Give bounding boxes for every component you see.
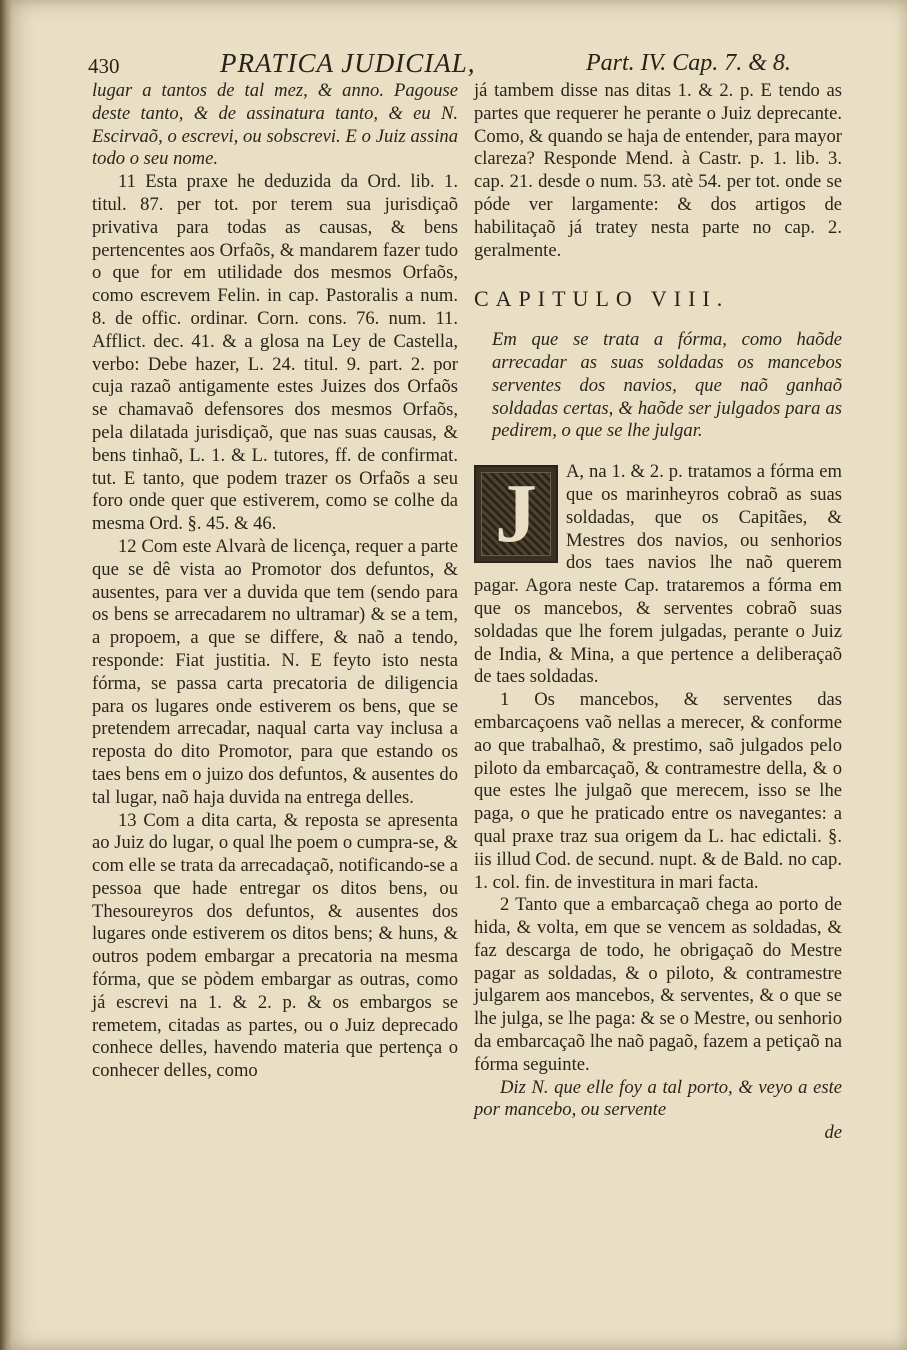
catchword: de xyxy=(824,1122,842,1144)
running-title: PRATICA JUDICIAL, xyxy=(220,48,476,78)
right-column xyxy=(474,80,842,1145)
numbered-paragraph: 2 Tanto que a embarcaçaõ chega ao porto de hida, & volta, em que se vencem as soldadas, & faz descarga de todo, he obrigaçaõ do Mestre pagar as soldadas, & o piloto, & contramestre julgarem aos mancebos, & serventes, & o que se lhe julga, se lhe paga: & se o Mestre, ou senhorio da embarcaçaõ lhe naõ pagaõ, fazem a petiçaõ na fórma seguinte. xyxy=(474,894,842,1075)
left-paragraph: 11 Esta praxe he deduzida da Ord. lib. 1. titul. 87. per tot. por terem sua jurisdiçaõ privativa para todas as causas, & bens pertencentes aos Orfaõs, & mandarem fazer tudo o que for em utilidade dos mesmos Orfaõs, como escrevem Felin. in cap. Pastoralis a num. 8. de offic. ordinar. Corn. cons. 76. num. 11. Afflict. dec. 41. & a glosa na Ley de Castella, verbo: Debe hazer, L. 24. titul. 9. part. 2. por cuja razaõ antigamente estes Juizes dos Orfaõs se chamavaõ defensores dos mesmos Orfaõs, pela dilatada jurisdiçaõ, que nas suas causas, & bens tinhaõ, L. 1. & L. tutores, ff. de confirmat. tut. E tanto, que podem trazer os Orfaõs a seu foro onde quer que estiverem, como se colhe da mesma Ord. §. 45. & 46. xyxy=(92,171,458,535)
chapter-summary: Em que se trata a fórma, como haõde arrecadar as suas soldadas os mancebos serventes dos navios, que naõ ganhaõ soldadas certas, & haõde ser julgados para as pedirem, o que se lhe julgar. xyxy=(492,329,842,442)
book-gutter xyxy=(0,0,12,1350)
ornamental-initial xyxy=(474,465,558,563)
left-paragraph: 13 Com a dita carta, & reposta se apresenta ao Juiz do lugar, o qual lhe poem o cumpra-se, & com elle se trata da arrecadaçaõ, notificando-se a pessoa que hade entregar os ditos bens, ou Thesoureyros dos defuntos, & ausentes dos lugares onde estiverem os ditos bens; & huns, & outros podem embargar a precatoria na mesma fórma, que se pòdem embargar as outras, como já escrevi na 1. & 2. p. & os embargos se remetem, citadas as partes, ou o Juiz deprecado conhece delles, havendo materia que pertença o conhecer delles, como xyxy=(92,809,458,1082)
page-number: 430 xyxy=(88,54,120,78)
left-paragraph: 12 Com este Alvarà de licença, requer a parte que se dê vista ao Promotor dos defuntos, & ausentes, para ver a duvida que tem (sendo para os bens se arrecadarem no ultramar) & se a tem, a propoem, a que se differe, & naõ a tendo, responde: Fiat justitia. N. E feyto isto nesta fórma, se passa carta precatoria de diligencia para os lugares onde estiverem os bens, que se pretendem arrecadar, naqual carta vay inclusa a reposta do dito Promotor, para que estando os taes bens em o juizo dos defuntos, & ausentes do tal lugar, naõ haja duvida na entrega delles. xyxy=(92,535,458,808)
left-paragraph: lugar a tantos de tal mez, & anno. Pagouse deste tanto, & de assinatura tanto, & eu N. Escirvaõ, o escrevi, ou sobscrevi. E o Juiz assina todo o seu nome. xyxy=(92,80,458,170)
left-column xyxy=(92,80,458,1083)
chapter-heading: CAPITULO VIII. xyxy=(474,286,730,312)
part-chapter-reference: Part. IV. Cap. 7. & 8. xyxy=(586,50,791,76)
petition-text: Diz N. que elle foy a tal porto, & veyo a este por mancebo, ou servente xyxy=(474,1076,842,1121)
running-header xyxy=(88,48,848,84)
numbered-paragraph: 1 Os mancebos, & serventes das embarcaçoens vaõ nellas a merecer, & conforme ao que trabalhaõ, & prestimo, saõ julgados pelo piloto da embarcaçaõ, & contramestre della, & o que estes lhe julgaõ que merecem, isso se lhe paga, o que he praticado entre os navegantes: a qual praxe traz sua origem da L. hac edictali. §. iis illud Cod. de secund. nupt. & de Bald. no cap. 1. col. fin. de investitura in mari facta. xyxy=(474,689,842,893)
drop-cap-letter: J xyxy=(495,467,537,561)
continuation-paragraph: já tambem disse nas ditas 1. & 2. p. E tendo as partes que requerer he perante o Juiz deprecante. Como, & quando se haja de entender, para mayor clareza? Responde Mend. à Castr. p. 1. lib. 3. cap. 21. desde o num. 53. atè 54. per tot. onde se póde ver largamente: & dos artigos de habilitaçaõ já tratey nesta parte no cap. 2. geralmente. xyxy=(474,80,842,261)
chapter-intro: A, na 1. & 2. p. tratamos a fórma em que os marinheyros cobraõ as suas soldadas, que os Capitães, & Mestres dos navios, ou senhorios dos taes navios lhe naõ querem pagar. Agora neste Cap. trataremos a fórma em que os mancebos, & serventes cobraõ suas soldadas que lhe forem julgadas, perante o Juiz de India, & Mina, a que pertence a deliberaçaõ de taes soldadas. xyxy=(474,461,842,688)
